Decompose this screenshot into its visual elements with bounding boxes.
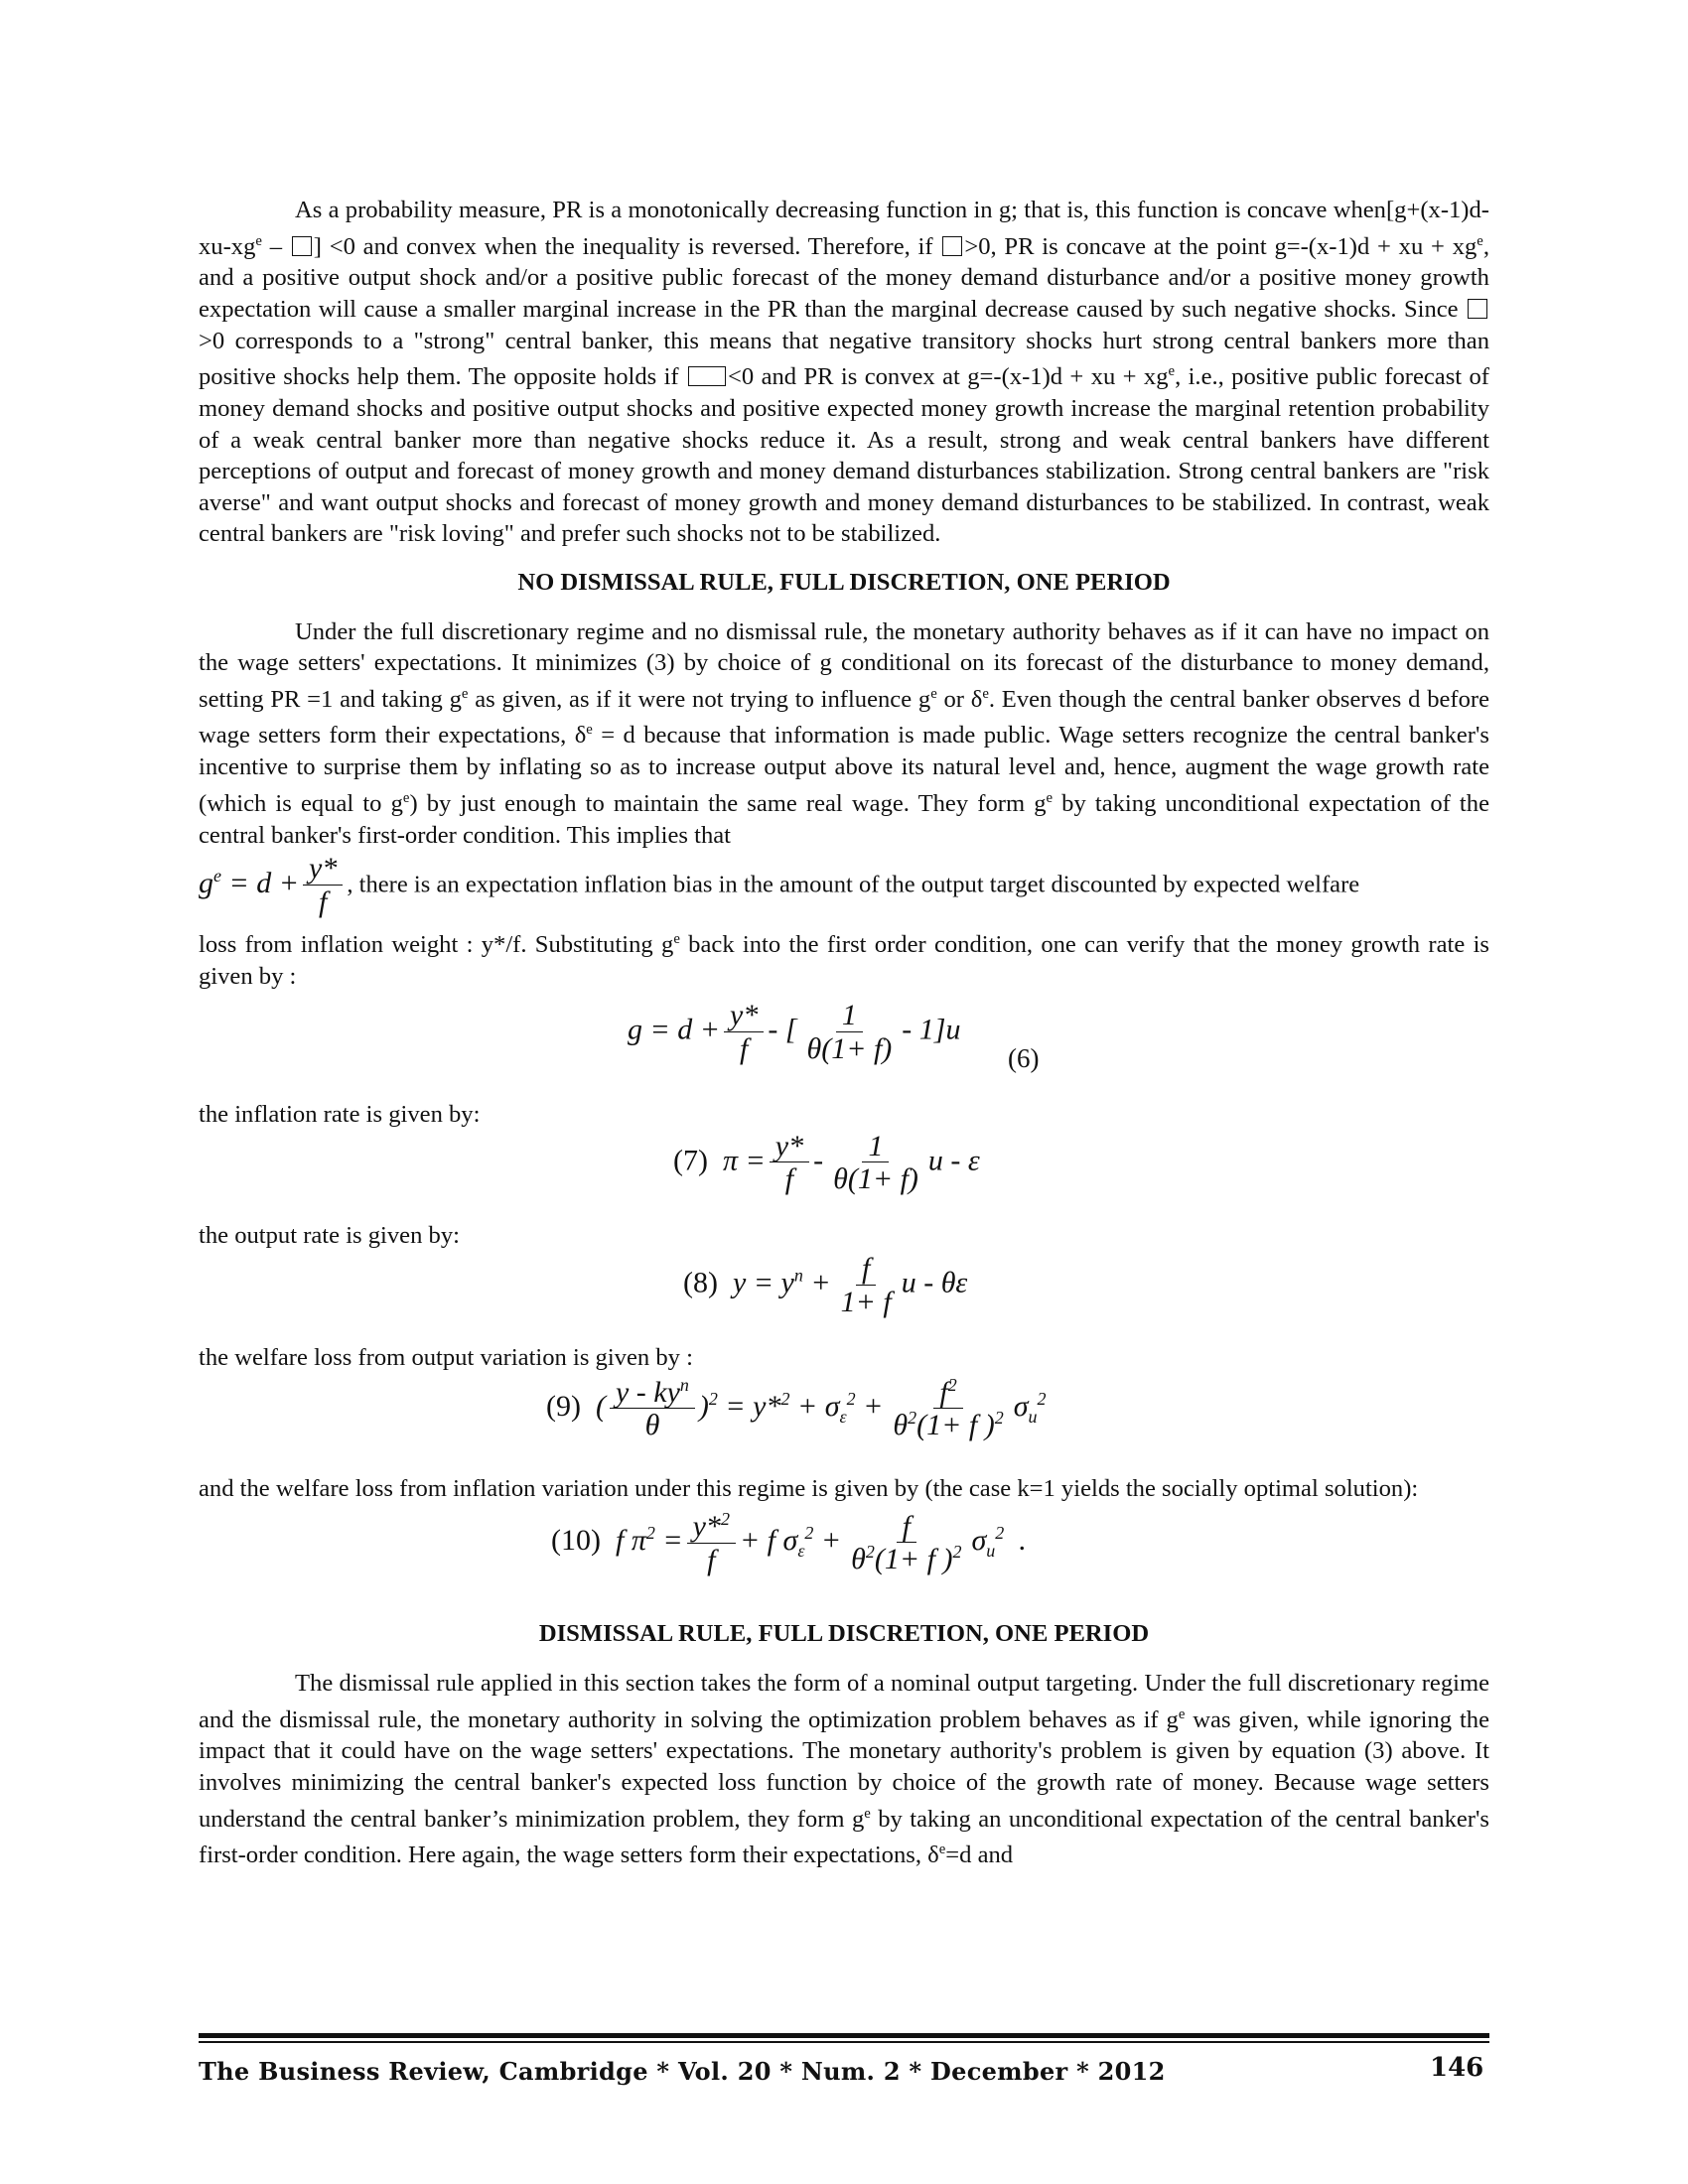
paragraph-pr-concavity: As a probability measure, PR is a monotonically decreasing function in g; that is, this function is concave $when[g+(x-1)d-xu-xg^e$ – ] <0 and convex when the inequality is reversed. Therefore, if >0, PR is concave at the point g=-(x-1)d + xu + $xg^e$, and a positive output shock and/or a positive public forecast of the money demand disturbance and/or a positive money growth expectation will cause a smaller marginal increase in the PR than the marginal decrease caused by such negative shocks. Since >0 corresponds to a "strong" central banker, this means that negative transitory shocks hurt strong central bankers more than positive shocks help them. The opposite holds if <0 and PR is convex at g=-(x-1)d + xu + $xg^e$, i.e., positive public forecast of money demand shocks and positive output shocks and positive expected money growth increase the marginal retention probability of a weak central banker more than negative shocks reduce it. As a result, strong and weak central bankers have different perceptions of output and forecast of money growth and money demand disturbances stabilization. Strong central bankers are "risk averse" and want output shocks and forecast of money growth and money demand disturbances to be stabilized. In contrast, weak central bankers are "risk loving" and prefer such shocks not to be stabilized. (199, 197, 1490, 548)
journal-citation: The Business Review, Cambridge * Vol. 20 * Num. 2 * December * 2012 (199, 2057, 1166, 2086)
equation-8: (8) $y = y^n$ + $\frac{f}{1+ f}$ u - θε (683, 1252, 968, 1318)
equation-6: g = d + $\frac{y*}{f}$ - [ $\frac{1}{\theta(1+ f)}$ - 1]u (6) (628, 999, 1040, 1074)
missing-glyph-box (292, 236, 312, 256)
page-body (199, 195, 1489, 1871)
equation-10: (10) f $\pi^2$ = $\frac{y*^2}{f}$ + f $\sigma_\varepsilon^2$ + $\frac{f}{\theta^2(1+ f )^2}$ $\sigma_u^2$ . (551, 1509, 1027, 1576)
missing-glyph-box (688, 366, 726, 386)
missing-glyph-box (1468, 299, 1487, 319)
equation-9: (9) ( $\frac{y - ky^n}{\theta}$ )$^2 = y*^2 + \sigma_\varepsilon^2$ + $\frac{f^2}{\theta^2(1+ f )^2}$ $\sigma_u^2$ (546, 1374, 1047, 1442)
paragraph-substituting: loss from inflation weight : y*/f. Substituting $g^e$ back into the first order condition, one can verify that the money growth rate is given by : (199, 930, 1489, 990)
missing-glyph-box (942, 236, 962, 256)
equation-7: (7) π = $\frac{y*}{f}$ - $\frac{1}{\theta(1+ f)}$ u - ε (673, 1129, 980, 1196)
label-output-rate: the output rate is given by: (199, 1221, 460, 1249)
label-welfare-output: the welfare loss from output variation is given by : (199, 1344, 693, 1372)
page-number: 146 (1430, 2053, 1484, 2083)
paragraph-expectation-bias: $g^e = d$ + $\frac{y*}{f}$ , there is an expectation inflation bias in the amount of the output target discounted by expected welfare (199, 852, 1360, 918)
section-heading-dismissal: DISMISSAL RULE, FULL DISCRETION, ONE PERIOD (538, 1620, 1150, 1648)
footer-rule-thin (199, 2041, 1489, 2043)
equation-ge: $g^e = d$ + $\frac{y*}{f}$ (199, 867, 347, 899)
paragraph-welfare-inflation: and the welfare loss from inflation variation under this regime is given by (the case k=1 yields the socially optimal solution): (199, 1474, 1419, 1502)
footer-rule-thick (199, 2033, 1489, 2038)
paragraph-full-discretion: Under the full discretionary regime and no dismissal rule, the monetary authority behaves as if it can have no impact on the wage setters' expectations. It minimizes (3) by choice of g conditional on its forecast of the disturbance to money demand, setting PR =1 and taking $g^e$ as given, as if it were not trying to influence $g^e$ or $\delta^e$. Even though the central banker observes d before wage setters form their expectations, $\delta^e = d$ because that information is made public. Wage setters recognize the central banker's incentive to surprise them by inflating so as to increase output above its natural level and, hence, augment the wage growth rate (which is equal to $g^e$) by just enough to maintain the same real wage. They form $g^e$ by taking unconditional expectation of the central banker's first-order condition. This implies that (199, 617, 1489, 849)
label-inflation-rate: the inflation rate is given by: (199, 1101, 481, 1129)
paragraph-dismissal-rule: The dismissal rule applied in this section takes the form of a nominal output targeting. Under the full discretionary regime and the dismissal rule, the monetary authority in solving the optimization problem behaves as if $g^e$ was given, while ignoring the impact that it could have on the wage setters' expectations. The monetary authority's problem is given by equation (3) above. It involves minimizing the central banker's expected loss function by choice of the growth rate of money. Because wage setters understand the central banker’s minimization problem, they form $g^e$ by taking an unconditional expectation of the central banker's first-order condition. Here again, the wage setters form their expectations, $\delta^e=d$ and (199, 1670, 1489, 1869)
section-heading-no-dismissal: NO DISMISSAL RULE, FULL DISCRETION, ONE PERIOD (517, 568, 1171, 596)
